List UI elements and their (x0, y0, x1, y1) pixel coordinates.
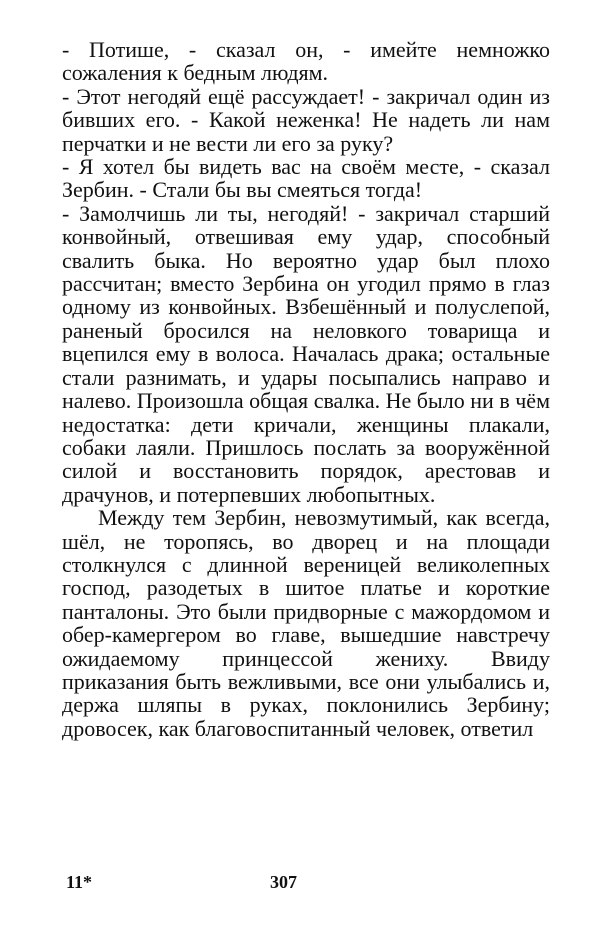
paragraph: Между тем Зербин, невозмутимый, как всегда, шёл, не торопясь, во дворец и на площади столкнулся с длинной вереницей великолепных господ, разодетых в шитое платье и короткие панталоны. Это были придворные с мажордомом и обер-камергером во главе, вышедшие навстречу ожидаемому принцессой жениху. Ввиду приказания быть вежливыми, все они улыбались и, держа шляпы в руках, поклонились Зербину; дровосек, как благовоспитанный человек, ответил (62, 505, 550, 741)
page-number: 307 (270, 872, 297, 892)
paragraph: - Этот негодяй ещё рассуждает! - закричал один из бивших его. - Какой неженка! Не надеть ли нам перчатки и не вести ли его за руку? (62, 83, 550, 156)
paragraph: - Замолчишь ли ты, негодяй! - закричал старший конвойный, отвешивая ему удар, способный свалить быка. Но вероятно удар был плохо рассчитан; вместо Зербина он угодил прямо в глаз одному из конвойных. Взбешённый и полуслепой, раненый бросился на неловкого товарища и вцепился ему в волоса. Началась драка; остальные стали разнимать, и удары посыпались направо и налево. Произошла общая свалка. Не было ни в чём недостатка: дети кричали, женщины плакали, собаки лаяли. Пришлось послать за вооружённой силой и восстановить порядок, арестовав и драчунов, и потерпевших любопытных. (62, 200, 550, 507)
page-footer (62, 872, 550, 896)
page-text (62, 38, 550, 928)
paragraph: - Я хотел бы видеть вас на своём месте, - сказал Зербин. - Стали бы вы смеяться тогда! (62, 154, 550, 203)
paragraph: - Потише, - сказал он, - имейте немножко сожаления к бедным людям. (62, 37, 550, 86)
signature-mark: 11* (66, 872, 93, 892)
